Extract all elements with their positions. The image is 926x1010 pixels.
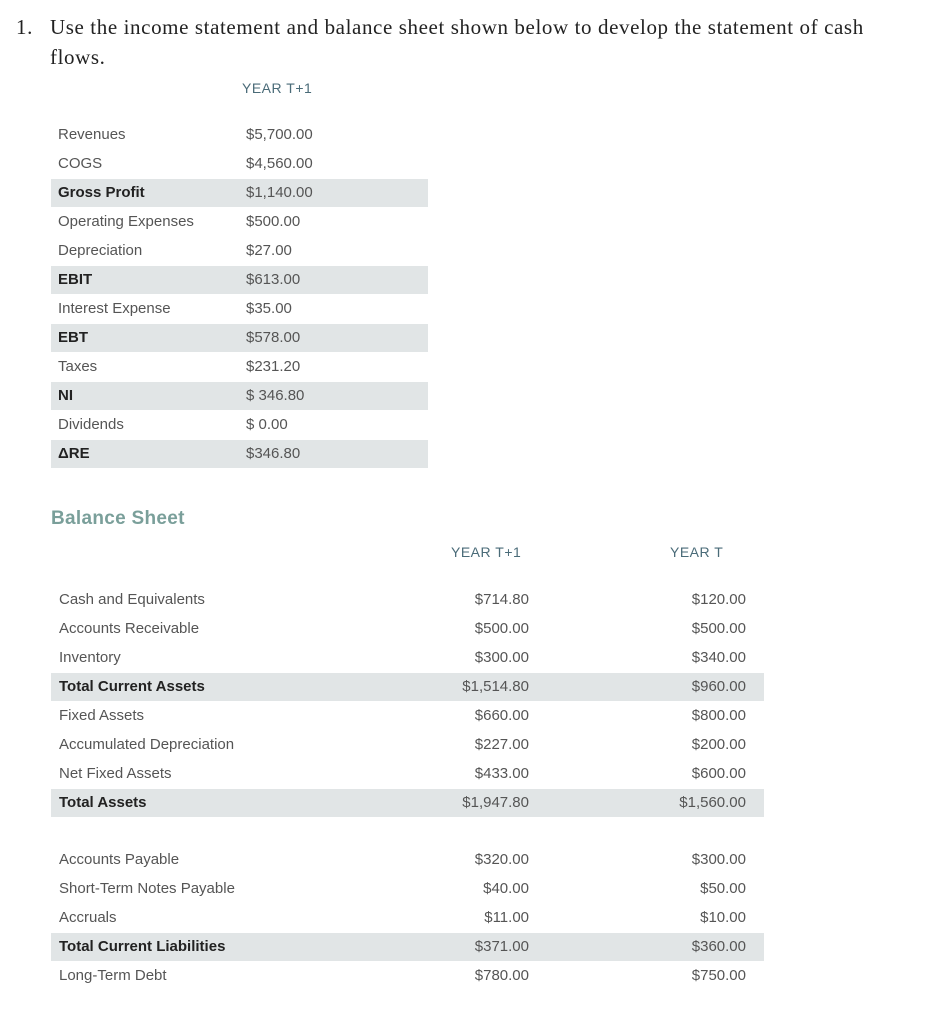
balance-row-value-t: $200.00: [691, 736, 746, 753]
balance-row-label: Short-Term Notes Payable: [59, 880, 235, 897]
income-row-label: Operating Expenses: [58, 213, 194, 230]
balance-row: [51, 702, 764, 730]
income-row: [51, 237, 428, 265]
balance-row-value-t: $50.00: [700, 880, 746, 897]
income-row-label: EBIT: [58, 271, 93, 288]
balance-row-value-t: $120.00: [691, 591, 746, 608]
question-text: Use the income statement and balance sheet shown below to develop the statement of cash flows.: [50, 15, 864, 69]
balance-row-value-t: $1,560.00: [679, 794, 746, 811]
balance-row-label: Accumulated Depreciation: [59, 736, 235, 753]
balance-row-label: Accruals: [59, 909, 117, 926]
income-row: [51, 208, 428, 236]
income-row: [51, 382, 428, 410]
balance-row-value-t1: $660.00: [474, 707, 529, 724]
income-row-label: Dividends: [58, 416, 124, 433]
balance-row-value-t1: $227.00: [474, 736, 529, 753]
balance-row-value-t1: $320.00: [474, 851, 529, 868]
income-row-value: $27.00: [246, 242, 292, 259]
balance-row-label: Long-Term Debt: [59, 967, 167, 984]
income-row-label: NI: [58, 387, 73, 404]
balance-row: [51, 904, 764, 932]
balance-row-value-t: $10.00: [700, 909, 746, 926]
balance-row-label: Total Assets: [59, 794, 147, 811]
balance-row-label: Total Current Liabilities: [59, 938, 226, 955]
income-row-value: $ 0.00: [246, 416, 288, 433]
balance-row: [51, 644, 764, 672]
balance-row: [51, 875, 764, 903]
balance-row: [51, 962, 764, 990]
income-row-label: Depreciation: [58, 242, 143, 259]
balance-sheet-header-t1: YEAR T+1: [451, 544, 522, 560]
balance-row: [51, 760, 764, 788]
question: [16, 12, 896, 72]
income-row-label: COGS: [58, 155, 103, 172]
balance-row-value-t: $750.00: [691, 967, 746, 984]
income-row-value: $4,560.00: [246, 155, 313, 172]
balance-row-value-t: $960.00: [691, 678, 746, 695]
balance-row-value-t: $340.00: [691, 649, 746, 666]
balance-row-label: Net Fixed Assets: [59, 765, 172, 782]
income-row: [51, 150, 428, 178]
balance-row-value-t1: $1,947.80: [462, 794, 529, 811]
balance-row-label: Accounts Payable: [59, 851, 180, 868]
income-row-value: $35.00: [246, 300, 292, 317]
balance-row-value-t1: $714.80: [474, 591, 529, 608]
income-row-value: $500.00: [246, 213, 301, 230]
question-number: 1.: [16, 15, 33, 39]
income-row-label: ΔRE: [58, 445, 90, 462]
income-row-label: Interest Expense: [58, 300, 171, 317]
balance-row-value-t1: $500.00: [474, 620, 529, 637]
balance-row-value-t1: $780.00: [474, 967, 529, 984]
balance-sheet-title: Balance Sheet: [51, 508, 185, 529]
income-row: [51, 440, 428, 468]
income-row-value: $578.00: [246, 329, 301, 346]
income-row-value: $5,700.00: [246, 126, 313, 143]
balance-row-value-t1: $300.00: [474, 649, 529, 666]
income-row-label: Gross Profit: [58, 184, 145, 201]
income-row: [51, 353, 428, 381]
income-row: [51, 121, 428, 149]
balance-row: [51, 615, 764, 643]
balance-row-value-t1: $433.00: [474, 765, 529, 782]
balance-row: [51, 789, 764, 817]
balance-row: [51, 673, 764, 701]
balance-row-label: Total Current Assets: [59, 678, 205, 695]
balance-row-value-t1: $1,514.80: [462, 678, 529, 695]
income-row-label: Taxes: [58, 358, 98, 375]
income-row-value: $1,140.00: [246, 184, 313, 201]
balance-row-value-t: $800.00: [691, 707, 746, 724]
balance-row-value-t1: $40.00: [483, 880, 529, 897]
balance-sheet-header-t: YEAR T: [670, 544, 724, 560]
balance-row: [51, 731, 764, 759]
income-row: [51, 324, 428, 352]
income-row-value: $ 346.80: [246, 387, 305, 404]
balance-row-value-t: $300.00: [691, 851, 746, 868]
income-row-value: $231.20: [246, 358, 301, 375]
balance-row: [51, 586, 764, 614]
balance-row: [51, 933, 764, 961]
balance-row: [51, 846, 764, 874]
balance-row-value-t: $360.00: [691, 938, 746, 955]
income-row: [51, 411, 428, 439]
balance-row-label: Inventory: [59, 649, 121, 666]
balance-row-label: Fixed Assets: [59, 707, 145, 724]
income-row-label: Revenues: [58, 126, 126, 143]
balance-row-value-t1: $371.00: [474, 938, 529, 955]
balance-row-value-t: $600.00: [691, 765, 746, 782]
income-row-label: EBT: [58, 329, 88, 346]
balance-row-value-t1: $11.00: [484, 909, 529, 926]
income-row: [51, 295, 428, 323]
balance-row-value-t: $500.00: [691, 620, 746, 637]
balance-row-label: Cash and Equivalents: [59, 591, 205, 608]
balance-row-label: Accounts Receivable: [59, 620, 200, 637]
income-row: [51, 179, 428, 207]
income-row-value: $613.00: [246, 271, 301, 288]
income-row-value: $346.80: [246, 445, 301, 462]
income-row: [51, 266, 428, 294]
income-statement-header: YEAR T+1: [242, 80, 313, 96]
